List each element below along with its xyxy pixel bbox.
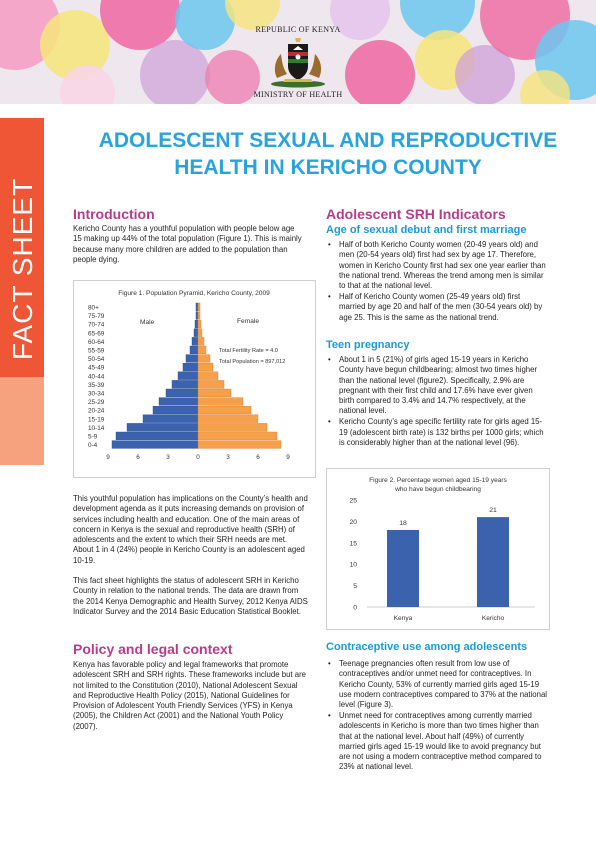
male-bar — [166, 389, 198, 397]
female-bar — [198, 303, 200, 311]
y-tick-label: 0 — [353, 604, 357, 612]
male-bar — [159, 398, 198, 406]
male-bar — [196, 303, 198, 311]
y-tick-label: 5-9 — [88, 433, 98, 441]
male-bar — [127, 423, 198, 431]
kenya-coat-of-arms-icon — [269, 32, 327, 88]
childbearing-bar-svg — [327, 469, 549, 629]
title-line-1: ADOLESCENT SEXUAL AND REPRODUCTIVE — [98, 129, 558, 152]
page-header — [0, 0, 596, 104]
female-bar — [198, 423, 267, 431]
ministry-label: MINISTRY OF HEALTH — [253, 90, 343, 99]
y-tick-label: 5 — [353, 583, 357, 591]
x-tick-label: Kenya — [393, 615, 413, 622]
contraceptive-heading: Contraceptive use among adolescents — [326, 641, 528, 653]
legend-female-label: Female — [237, 318, 259, 325]
female-bar — [198, 406, 251, 414]
teen-pregnancy-heading: Teen pregnancy — [326, 339, 410, 351]
list-item: • Half of Kericho County women (25-49 years old) first married by age 20 and half of the men (30-54 years old) by age 25. This is the same as the national trend. — [326, 292, 548, 323]
annotation-fertility: Total Fertility Rate = 4.0 — [219, 348, 278, 354]
x-tick-label: 9 — [106, 454, 110, 462]
chart-title-line: who have begun childbearing — [395, 486, 481, 493]
male-bar — [192, 337, 198, 345]
male-bar — [190, 346, 198, 354]
y-tick-label: 15-19 — [88, 416, 105, 424]
y-tick-label: 75-79 — [88, 313, 105, 321]
y-tick-label: 30-34 — [88, 390, 105, 398]
y-tick-label: 70-74 — [88, 321, 105, 329]
introduction-heading: Introduction — [73, 206, 155, 222]
male-bar — [178, 372, 198, 380]
female-bar — [198, 337, 204, 345]
teen-pregnancy-list — [326, 355, 548, 449]
annotation-population: Total Population = 897,012 — [219, 359, 286, 365]
childbearing-bar-chart — [326, 468, 550, 630]
x-tick-label: 3 — [166, 454, 170, 462]
chart-title-line: Figure 2. Percentage women aged 15-19 years — [369, 477, 507, 484]
policy-heading: Policy and legal context — [73, 641, 233, 657]
data-label: 21 — [489, 507, 497, 515]
list-item: • About 1 in 5 (21%) of girls aged 15-19 years in Kericho County have begun childbearing; almost two times higher than the national level (figure2). Specifically, 2.9% are pregnant with their first child and 17.6% have ever given birth compared to 3.4% and 14.7% respectively, at the national level. — [326, 355, 548, 417]
male-bar — [195, 320, 198, 328]
female-bar — [198, 415, 258, 423]
female-bar — [198, 329, 202, 337]
female-bar — [198, 432, 277, 440]
contraceptive-list — [326, 659, 548, 773]
page-title — [60, 127, 596, 181]
male-bar — [172, 380, 198, 388]
male-bar — [116, 432, 198, 440]
male-bar — [183, 363, 198, 371]
y-tick-label: 40-44 — [88, 373, 105, 381]
republic-label: REPUBLIC OF KENYA — [255, 25, 341, 34]
intro-paragraph-1: Kericho County has a youthful population with people below age 15 making up 44% of the total population (Figure 1). This is mainly because many more children are added to the population than people dying. — [73, 224, 302, 264]
female-bar — [198, 389, 231, 397]
y-tick-label: 45-49 — [88, 364, 105, 372]
male-bar — [196, 312, 198, 320]
y-tick-label: 0-4 — [88, 442, 98, 450]
policy-paragraph: Kenya has favorable policy and legal frameworks that promote adolescent SRH and SRH rights. These frameworks include but are not limited to the Constitution (2010), National Adolescent Sexual and Reproductive Health Policy (2015), National Guidelines for Provision of Adolescent Youth Friendly Services (YFS) in Kenya (2005), the Children Act (2001) and the National Youth Policy (2007). — [73, 660, 307, 731]
sexual-debut-list — [326, 240, 548, 323]
list-item: • Half of both Kericho County women (20-49 years old) and men (20-54 years old) first had sex by age 17. Therefore, women in Kericho County first had sex one year earlier than the national trend. Whereas the trend among men is similar to that at the national level. — [326, 240, 548, 291]
female-bar — [198, 363, 213, 371]
data-bar — [477, 517, 509, 607]
y-tick-label: 50-54 — [88, 356, 105, 364]
list-item: • Teenage pregnancies often result from low use of contraceptives and/or unmet need for contraceptives. In Kericho County, 53% of currently married girls aged 15-19 use modern contraceptives compared to 37% at the national level (Figure 3). — [326, 659, 548, 710]
y-tick-label: 10 — [349, 561, 357, 569]
sexual-debut-heading: Age of sexual debut and first marriage — [326, 224, 527, 236]
y-tick-label: 65-69 — [88, 330, 105, 338]
legend-male-label: Male — [140, 319, 155, 326]
female-bar — [198, 380, 224, 388]
y-tick-label: 20 — [349, 518, 357, 526]
y-tick-label: 35-39 — [88, 381, 105, 389]
population-pyramid-svg — [74, 281, 315, 477]
y-tick-label: 60-64 — [88, 338, 105, 346]
x-tick-label: 0 — [196, 454, 200, 462]
intro-paragraph-3: This fact sheet highlights the status of adolescent SRH in Kericho County in relation to the national trends. The data are drawn from the 2014 Kenya Demographic and Health Survey, 2012 Kenya AIDS Indicator Survey and the 2014 Basic Education Statistical Booklet. — [73, 576, 308, 616]
x-tick-label: 6 — [256, 454, 260, 462]
data-label: 18 — [399, 519, 407, 527]
title-line-2: HEALTH IN KERICHO COUNTY — [174, 156, 482, 179]
male-bar — [112, 441, 198, 449]
y-tick-label: 55-59 — [88, 347, 105, 355]
y-tick-label: 25 — [349, 497, 357, 505]
x-tick-label: 3 — [226, 454, 230, 462]
female-bar — [198, 398, 243, 406]
chart-title: Figure 1. Population Pyramid, Kericho County, 2009 — [118, 290, 270, 297]
female-bar — [198, 372, 218, 380]
x-tick-label: 6 — [136, 454, 140, 462]
y-tick-label: 80+ — [88, 304, 99, 312]
indicators-heading: Adolescent SRH Indicators — [326, 206, 506, 222]
female-bar — [198, 346, 206, 354]
female-bar — [198, 355, 210, 363]
y-tick-label: 10-14 — [88, 424, 105, 432]
list-item: • Kericho County’s age specific fertility rate for girls aged 15-19 (adolescent birth rate) is 132 births per 1000 girls; which is considerably higher than at the national level (96). — [326, 417, 548, 448]
female-bar — [198, 441, 281, 449]
intro-paragraph-2: This youthful population has implications on the County’s health and development agenda as it puts increasing demands on provision of services including health and education. One of the main areas of concern in Kenya is the sexual and reproductive health (SRH) of adolescents and the extent to which their SRH needs are met. About 1 in 4 (24%) people in Kericho County is an adolescent aged 10-19. — [73, 494, 308, 565]
y-tick-label: 20-24 — [88, 407, 105, 415]
male-bar — [143, 415, 198, 423]
male-bar — [194, 329, 198, 337]
sidebar-accent — [0, 377, 44, 465]
decor-circle — [330, 0, 390, 40]
female-bar — [198, 312, 200, 320]
data-bar — [387, 530, 419, 607]
male-bar — [186, 355, 198, 363]
x-tick-label: 9 — [286, 454, 290, 462]
population-pyramid-chart — [73, 280, 316, 478]
x-tick-label: Kericho — [481, 615, 505, 622]
y-tick-label: 25-29 — [88, 399, 105, 407]
female-bar — [198, 320, 201, 328]
list-item: • Unmet need for contraceptives among currently married adolescents in Kericho is more than two times higher than that at the national level. About half (49%) of currently married girls aged 15-19 would like to avoid pregnancy but are not using a modern contraceptive method compared to 23% at national level. — [326, 711, 548, 773]
y-tick-label: 15 — [349, 540, 357, 548]
fact-sheet-label: FACT SHEET — [7, 177, 38, 360]
male-bar — [153, 406, 198, 414]
